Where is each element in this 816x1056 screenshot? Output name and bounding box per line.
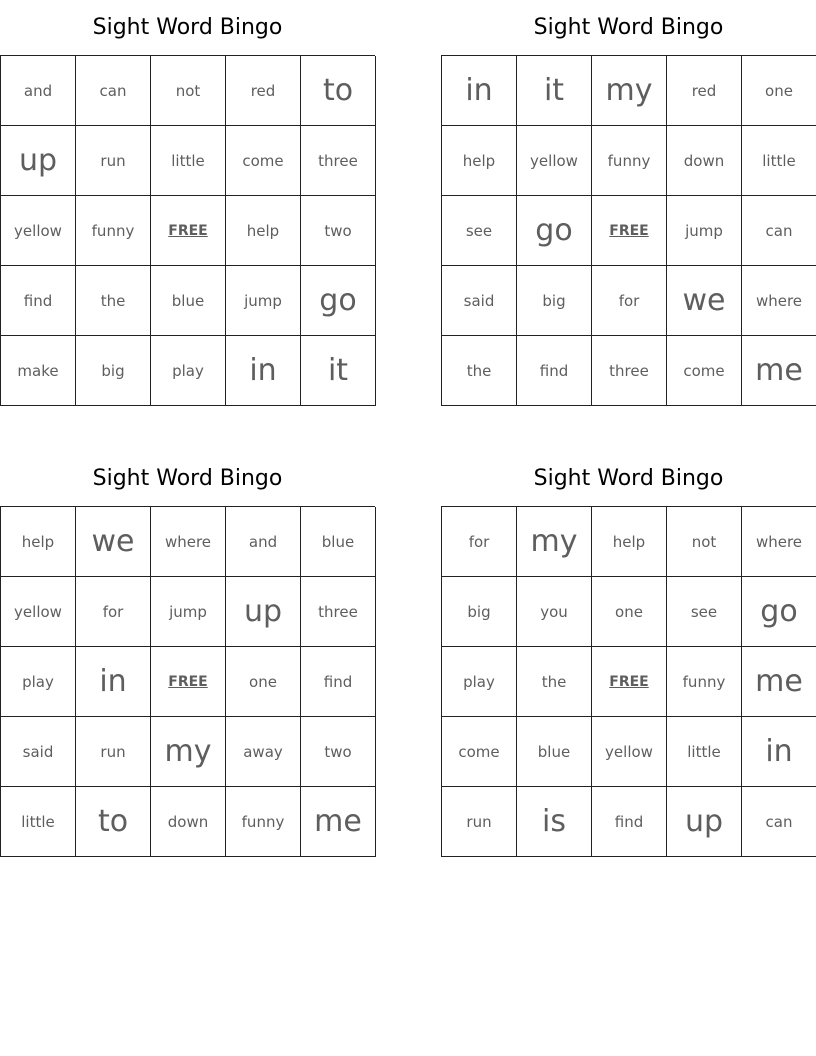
bingo-cell: my xyxy=(151,717,226,787)
bingo-cell: in xyxy=(442,56,517,126)
bingo-cell: come xyxy=(442,717,517,787)
bingo-cell: in xyxy=(742,717,816,787)
bingo-cell: jump xyxy=(667,196,742,266)
bingo-cell: the xyxy=(76,266,151,336)
bingo-free-cell: FREE xyxy=(592,647,667,717)
bingo-free-cell: FREE xyxy=(151,196,226,266)
bingo-card xyxy=(0,0,375,406)
bingo-cell: jump xyxy=(151,577,226,647)
bingo-cell: go xyxy=(742,577,816,647)
bingo-cell: three xyxy=(301,126,376,196)
bingo-cell: two xyxy=(301,717,376,787)
bingo-cell: play xyxy=(442,647,517,717)
bingo-cell: see xyxy=(442,196,517,266)
bingo-cell: up xyxy=(1,126,76,196)
bingo-cell: help xyxy=(226,196,301,266)
bingo-cell: up xyxy=(226,577,301,647)
bingo-cell: run xyxy=(442,787,517,857)
bingo-cell: blue xyxy=(517,717,592,787)
bingo-cell: come xyxy=(226,126,301,196)
bingo-cell: the xyxy=(517,647,592,717)
card-title: Sight Word Bingo xyxy=(533,466,724,491)
bingo-cell: jump xyxy=(226,266,301,336)
bingo-cell: come xyxy=(667,336,742,406)
bingo-cell: for xyxy=(442,507,517,577)
card-title: Sight Word Bingo xyxy=(92,466,283,491)
bingo-cell: and xyxy=(226,507,301,577)
bingo-cell: in xyxy=(226,336,301,406)
bingo-grid xyxy=(0,55,375,406)
bingo-cell: help xyxy=(1,507,76,577)
bingo-cell: go xyxy=(301,266,376,336)
bingo-cell: funny xyxy=(226,787,301,857)
bingo-cell: me xyxy=(301,787,376,857)
bingo-card xyxy=(441,0,816,406)
bingo-cell: make xyxy=(1,336,76,406)
bingo-cell: my xyxy=(517,507,592,577)
bingo-grid xyxy=(441,506,816,857)
bingo-cell: one xyxy=(592,577,667,647)
bingo-cell: red xyxy=(667,56,742,126)
bingo-cell: my xyxy=(592,56,667,126)
bingo-cell: me xyxy=(742,647,816,717)
bingo-cell: see xyxy=(667,577,742,647)
bingo-cell: red xyxy=(226,56,301,126)
bingo-cell: not xyxy=(151,56,226,126)
bingo-cell: where xyxy=(742,266,816,336)
bingo-cell: funny xyxy=(667,647,742,717)
bingo-cell: big xyxy=(76,336,151,406)
card-title: Sight Word Bingo xyxy=(533,15,724,40)
bingo-cell: play xyxy=(1,647,76,717)
bingo-cell: three xyxy=(301,577,376,647)
bingo-cell: where xyxy=(742,507,816,577)
bingo-cell: for xyxy=(592,266,667,336)
bingo-cell: one xyxy=(742,56,816,126)
bingo-cell: big xyxy=(442,577,517,647)
bingo-cell: to xyxy=(76,787,151,857)
bingo-card xyxy=(441,451,816,857)
bingo-grid xyxy=(441,55,816,406)
bingo-cell: blue xyxy=(151,266,226,336)
bingo-cell: run xyxy=(76,126,151,196)
bingo-cell: not xyxy=(667,507,742,577)
bingo-cell: is xyxy=(517,787,592,857)
bingo-cell: up xyxy=(667,787,742,857)
bingo-cell: and xyxy=(1,56,76,126)
bingo-cell: find xyxy=(517,336,592,406)
bingo-cell: little xyxy=(151,126,226,196)
bingo-cell: funny xyxy=(76,196,151,266)
bingo-cell: we xyxy=(76,507,151,577)
bingo-cell: yellow xyxy=(592,717,667,787)
bingo-cell: go xyxy=(517,196,592,266)
bingo-cell: to xyxy=(301,56,376,126)
bingo-cell: down xyxy=(667,126,742,196)
bingo-cell: yellow xyxy=(517,126,592,196)
bingo-free-cell: FREE xyxy=(151,647,226,717)
bingo-cell: two xyxy=(301,196,376,266)
card-title: Sight Word Bingo xyxy=(92,15,283,40)
bingo-cell: can xyxy=(742,787,816,857)
bingo-cell: said xyxy=(1,717,76,787)
bingo-cell: little xyxy=(667,717,742,787)
bingo-cell: it xyxy=(301,336,376,406)
bingo-cell: away xyxy=(226,717,301,787)
bingo-cell: the xyxy=(442,336,517,406)
bingo-cell: in xyxy=(76,647,151,717)
bingo-cell: can xyxy=(742,196,816,266)
bingo-cell: you xyxy=(517,577,592,647)
bingo-cell: three xyxy=(592,336,667,406)
bingo-cell: play xyxy=(151,336,226,406)
bingo-cell: me xyxy=(742,336,816,406)
bingo-grid xyxy=(0,506,375,857)
bingo-cell: little xyxy=(1,787,76,857)
bingo-cell: find xyxy=(1,266,76,336)
bingo-free-cell: FREE xyxy=(592,196,667,266)
bingo-cell: can xyxy=(76,56,151,126)
bingo-cell: blue xyxy=(301,507,376,577)
bingo-cell: help xyxy=(442,126,517,196)
bingo-cell: we xyxy=(667,266,742,336)
bingo-cell: said xyxy=(442,266,517,336)
bingo-cell: for xyxy=(76,577,151,647)
bingo-cell: yellow xyxy=(1,196,76,266)
bingo-cell: find xyxy=(592,787,667,857)
bingo-cell: down xyxy=(151,787,226,857)
bingo-cell: yellow xyxy=(1,577,76,647)
bingo-cell: big xyxy=(517,266,592,336)
bingo-cell: it xyxy=(517,56,592,126)
bingo-cell: help xyxy=(592,507,667,577)
bingo-cell: find xyxy=(301,647,376,717)
bingo-cell: little xyxy=(742,126,816,196)
bingo-cell: run xyxy=(76,717,151,787)
bingo-cell: where xyxy=(151,507,226,577)
bingo-card xyxy=(0,451,375,857)
bingo-cell: funny xyxy=(592,126,667,196)
bingo-cell: one xyxy=(226,647,301,717)
